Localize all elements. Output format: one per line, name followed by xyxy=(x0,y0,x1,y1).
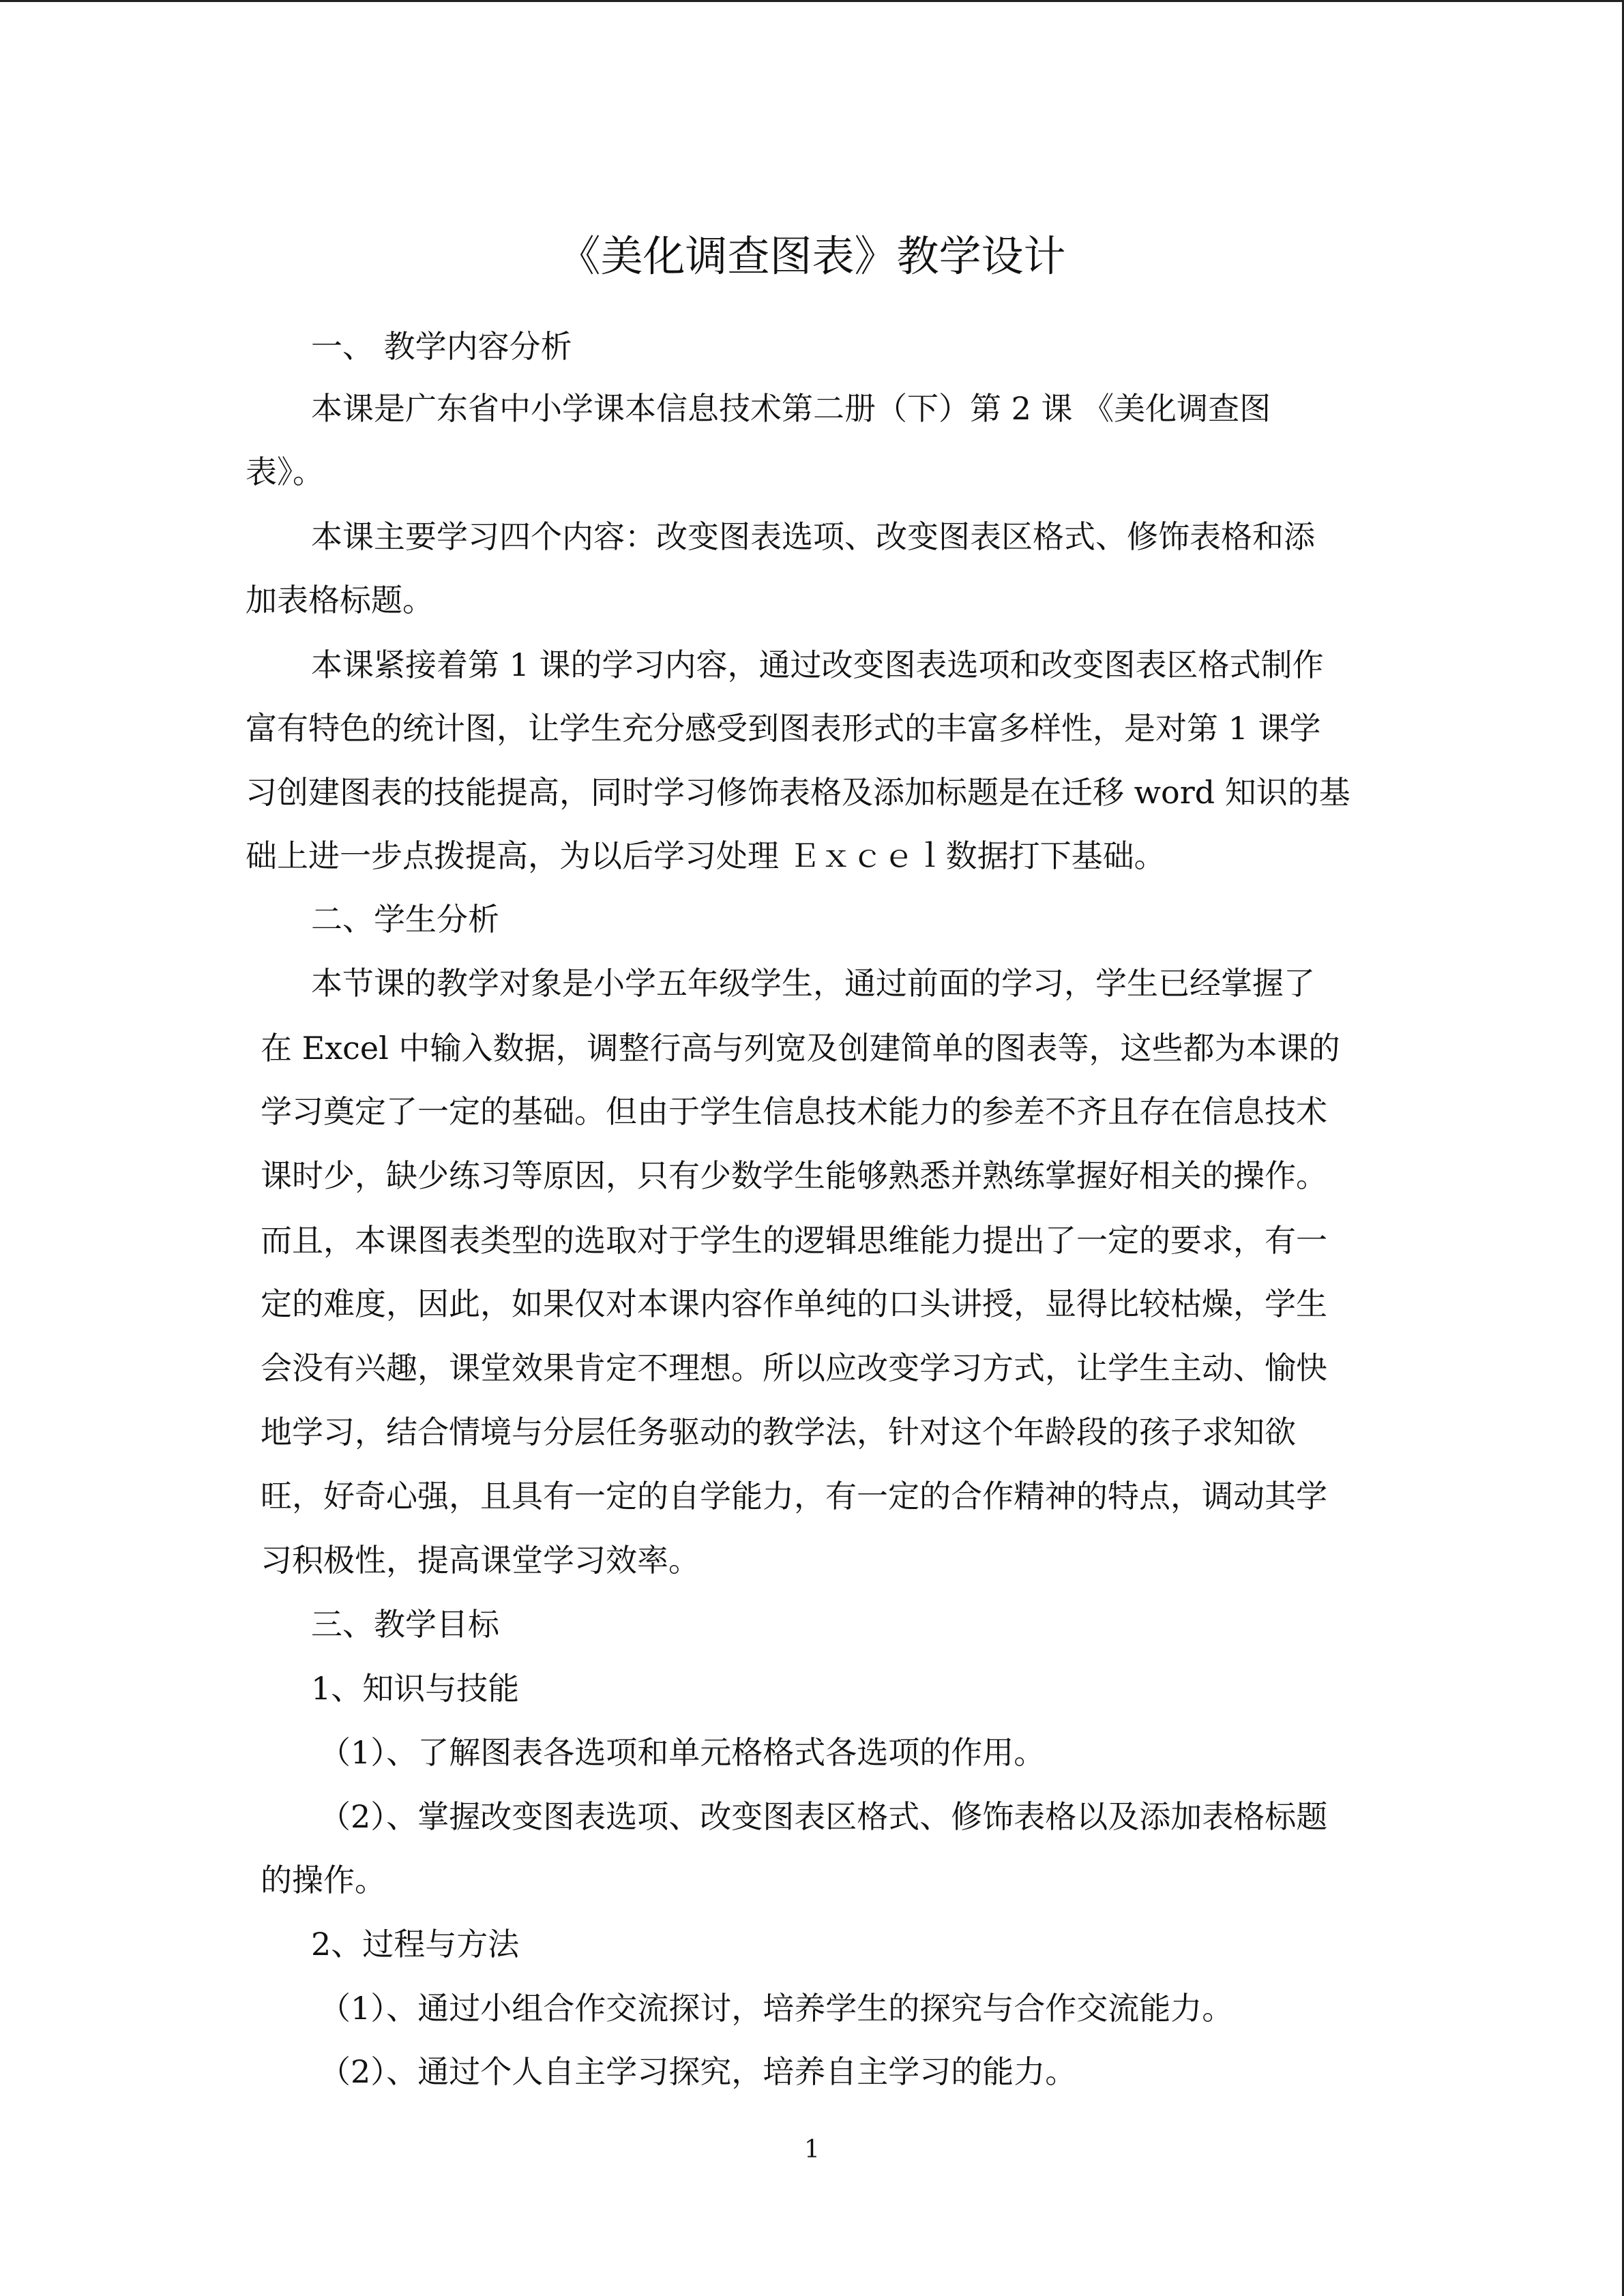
list-item: （1）、通过小组合作交流探讨，培养学生的探究与合作交流能力。 xyxy=(319,1990,1234,2027)
paragraph-line: 加表格标题。 xyxy=(246,582,434,618)
list-item: （1）、了解图表各选项和单元格格式各选项的作用。 xyxy=(319,1734,1046,1771)
paragraph-line: 在 Excel 中输入数据，调整行高与列宽及创建简单的图表等，这些都为本课的 xyxy=(261,1030,1340,1067)
list-item: （2）、掌握改变图表选项、改变图表区格式、修饰表格以及添加表格标题 xyxy=(319,1798,1328,1835)
paragraph-line: 地学习，结合情境与分层任务驱动的教学法，针对这个年龄段的孩子求知欲 xyxy=(261,1414,1296,1450)
paragraph-line: 富有特色的统计图，让学生充分感受到图表形式的丰富多样性，是对第 1 课学 xyxy=(246,710,1321,747)
paragraph-line: 定的难度，因此，如果仅对本课内容作单纯的口头讲授，显得比较枯燥，学生 xyxy=(261,1285,1327,1322)
list-item-continuation: 的操作。 xyxy=(261,1862,386,1898)
paragraph-line: 本课主要学习四个内容：改变图表选项、改变图表区格式、修饰表格和添 xyxy=(311,518,1315,555)
paragraph-line: 习创建图表的技能提高，同时学习修饰表格及添加标题是在迁移 word 知识的基 xyxy=(246,774,1350,811)
paragraph-line: 本课紧接着第 1 课的学习内容，通过改变图表选项和改变图表区格式制作 xyxy=(311,646,1324,683)
paragraph-line: 学习奠定了一定的基础。但由于学生信息技术能力的参差不齐且存在信息技术 xyxy=(261,1093,1327,1130)
paragraph-line: 课时少，缺少练习等原因，只有少数学生能够熟悉并熟练掌握好相关的操作。 xyxy=(261,1157,1327,1194)
paragraph-line: 习积极性，提高课堂学习效率。 xyxy=(261,1542,700,1579)
page-number: 1 xyxy=(804,2136,820,2164)
section-heading-content-analysis: 一、 教学内容分析 xyxy=(311,328,572,365)
list-item: （2）、通过个人自主学习探究，培养自主学习的能力。 xyxy=(319,2053,1077,2090)
paragraph-line: 会没有兴趣，课堂效果肯定不理想。所以应改变学习方式，让学生主动、愉快 xyxy=(261,1350,1327,1386)
paragraph-line: 而且，本课图表类型的选取对于学生的逻辑思维能力提出了一定的要求，有一 xyxy=(261,1222,1327,1259)
paragraph-line: 旺，好奇心强，且具有一定的自学能力，有一定的合作精神的特点，调动其学 xyxy=(261,1478,1327,1515)
paragraph-line: 本节课的教学对象是小学五年级学生，通过前面的学习，学生已经掌握了 xyxy=(311,965,1315,1002)
subsection-heading-knowledge-skills: 1、知识与技能 xyxy=(311,1670,520,1707)
subsection-heading-process-method: 2、过程与方法 xyxy=(311,1926,520,1963)
paragraph-line: 表》。 xyxy=(246,453,324,490)
page-border-top xyxy=(0,0,1624,2)
document-title: 《美化调查图表》教学设计 xyxy=(558,231,1066,281)
paragraph-line: 本课是广东省中小学课本信息技术第二册（下）第 2 课 《美化调查图 xyxy=(311,390,1271,427)
section-heading-teaching-goals: 三、教学目标 xyxy=(311,1606,499,1643)
paragraph-line: 础上进一步点拨提高，为以后学习处理 Ｅｘｃｅｌ数据打下基础。 xyxy=(246,837,1166,874)
section-heading-student-analysis: 二、学生分析 xyxy=(311,901,499,938)
